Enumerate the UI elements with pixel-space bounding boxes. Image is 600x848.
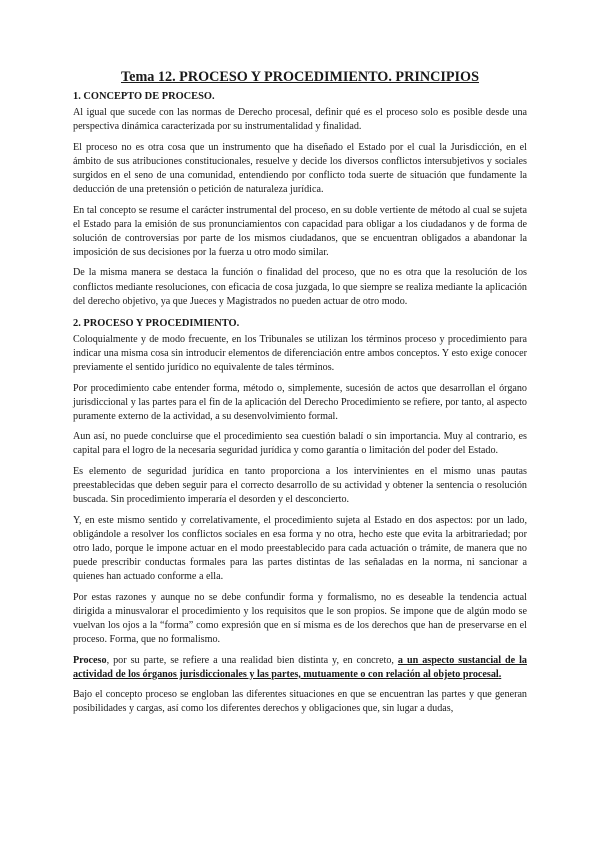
section-heading-proceso-procedimiento: 2. PROCESO Y PROCEDIMIENTO. — [73, 317, 240, 329]
proceso-emphasis: a un aspecto sustancial de la actividad de los órganos jurisdiccionales y las partes, mutuamente o con relación al objeto procesal — [73, 654, 527, 680]
paragraph: Por estas razones y aunque no se debe confundir forma y formalismo, no es deseable la tendencia actual dirigida a minusvalorar el procedimiento y los requisitos que le son propios. Se impone que de algún modo se vuelvan los ojos a la “forma” como expresión que en sí misma es de los derechos que han de preservarse en el proceso. Forma, que no formalismo. — [73, 591, 527, 645]
section-heading-concepto: 1. CONCEPTO DE PROCESO. — [73, 91, 215, 102]
proceso-text: , por su parte, se refiere a una realidad bien distinta y, en concreto, — [106, 654, 398, 666]
proceso-period: . — [498, 668, 502, 680]
paragraph: Es elemento de seguridad jurídica en tanto proporciona a los intervinientes en el mismo unas pautas preestablecidas que deben seguir para el correcto desarrollo de su actividad y obtener la sentencia o resolución buscada. Sin procedimiento imperaría el desorden y el desconcierto. — [73, 465, 527, 506]
paragraph: Y, en este mismo sentido y correlativamente, el procedimiento sujeta al Estado en dos aspectos: por un lado, obligándole a resolver los conflictos sociales en esa forma y no otra, hecho este que evita la arbitrariedad; por otro lado, porque le impone actuar en el modo preestablecido para cada actuación o trámite, de manera que no puede prescribir conductas formales para las partes distintas de las señaladas en la norma, ni sancionar a quienes han actuado conforme a ella. — [73, 514, 527, 583]
paragraph: De la misma manera se destaca la función o finalidad del proceso, que no es otra que la resolución de los conflictos mediante resoluciones, con eficacia de cosa juzgada, lo que siempre se realiza mediante la aplicación del derecho objetivo, ya que Jueces y Magistrados no pueden actuar de otro modo. — [73, 267, 527, 307]
paragraph: Bajo el concepto proceso se engloban las diferentes situaciones en que se encuentran las partes y que generan posibilidades y cargas, así como los diferentes derechos y obligaciones que, sin lugar a dudas, — [73, 689, 527, 715]
paragraph: Por procedimiento cabe entender forma, método o, simplemente, sucesión de actos que desarrollan el órgano jurisdiccional y las partes para el fin de la aplicación del Derecho Procedimiento se refiere, por tanto, al aspecto puramente externo de la actividad, a su desenvolvimiento formal. — [73, 382, 527, 422]
paragraph: El proceso no es otra cosa que un instrumento que ha diseñado el Estado por el cual la Jurisdicción, en el ámbito de sus atribuciones constitucionales, resuelve y decide los diversos conflictos intersubjetivos y sociales surgidos en el seno de una comunidad, entendiendo por conflicto toda suerte de situación que fundamente la deducción de una pretensión o petición de naturaleza jurídica. — [73, 141, 527, 195]
paragraph-proceso — [73, 654, 527, 682]
paragraph: En tal concepto se resume el carácter instrumental del proceso, en su doble vertiente de método al cual se sujeta el Estado para la emisión de sus pronunciamientos con capacidad para obligar a los ciudadanos y de forma de solución de controversias por parte de los mismos ciudadanos, que se encuentran obligados a abandonar la imposición de sus decisiones por la fuerza u otro modo similar. — [73, 204, 527, 258]
term-proceso: Proceso — [73, 654, 107, 666]
paragraph: Al igual que sucede con las normas de Derecho procesal, definir qué es el proceso solo es posible desde una perspectiva dinámica caracterizada por su instrumentalidad y finalidad. — [73, 107, 527, 133]
paragraph: Coloquialmente y de modo frecuente, en los Tribunales se utilizan los términos proceso y procedimiento para indicar una misma cosa sin introducir elementos de diferenciación entre ambos conceptos. Y esto exige conocer previamente el sentido jurídico no equivalente de tales términos. — [73, 333, 527, 373]
page-title: Tema 12. PROCESO Y PROCEDIMIENTO. PRINCIPIOS — [120, 69, 479, 85]
paragraph: Aun así, no puede concluirse que el procedimiento sea cuestión baladí o sin importancia. Muy al contrario, es capital para el logro de la necesaria seguridad jurídica y como garantía o limitación del poder del Estado. — [73, 431, 527, 457]
